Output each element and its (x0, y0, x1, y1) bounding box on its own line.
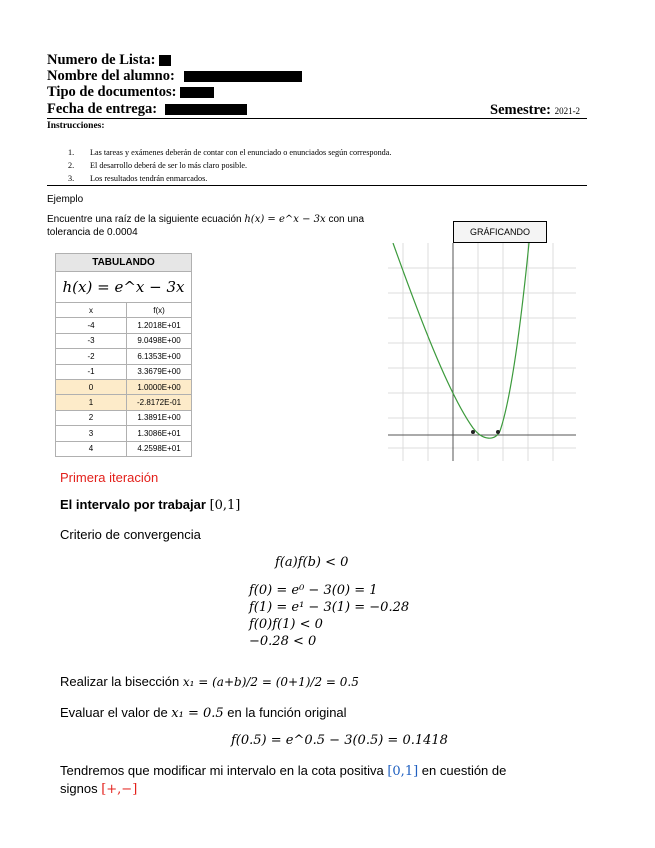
numero-lista-label: Numero de Lista: (47, 52, 156, 68)
interval-line: El intervalo por trabajar [0,1] (60, 497, 241, 513)
product-equation: f(0)f(1) < 0 (249, 617, 323, 632)
redacted-block (165, 104, 247, 115)
instructions-list (68, 146, 391, 185)
tipo-documentos-row (47, 84, 214, 101)
evaluation-block (249, 582, 409, 650)
tabulation-table (55, 253, 192, 457)
conclusion-interval: [0,1] (387, 764, 419, 779)
nombre-alumno-label: Nombre del alumno: (47, 68, 175, 84)
table-row: 4 4.2598E+01 (56, 441, 192, 456)
table-row-highlighted: 0 1.0000E+00 (56, 379, 192, 394)
redacted-block (184, 71, 302, 82)
column-header-fx: f(x) (127, 303, 192, 318)
ejemplo-statement: Encuentre una raíz de la siguiente ecuación h(x) = e^x − 3x con una tolerancia de 0.0004 (47, 214, 365, 238)
table-row: -4 1.2018E+01 (56, 318, 192, 333)
table-formula: h(x) = e^x − 3x (56, 272, 192, 303)
instrucciones-title: Instrucciones: (47, 121, 105, 131)
criterion-title: Criterio de convergencia (60, 527, 201, 542)
header-divider (47, 118, 587, 119)
fecha-entrega-label: Fecha de entrega: (47, 101, 158, 117)
f0-equation: f(0) = e⁰ − 3(0) = 1 (249, 583, 378, 598)
table-row-highlighted: 1 -2.8172E-01 (56, 395, 192, 410)
semestre-label: Semestre: (490, 102, 551, 118)
root-point (471, 430, 475, 434)
table-row: 2 1.3891E+00 (56, 410, 192, 425)
table-row: -2 6.1353E+00 (56, 349, 192, 364)
redacted-block (159, 55, 171, 66)
table-row: 3 1.3086E+01 (56, 426, 192, 441)
table-title: TABULANDO (56, 254, 192, 272)
fecha-entrega-row (47, 101, 247, 118)
semestre (490, 102, 580, 119)
numero-lista-row (47, 52, 171, 69)
signs: [+,−] (101, 782, 138, 797)
interval-value: [0,1] (209, 498, 241, 513)
iteration-title: Primera iteración (60, 470, 159, 485)
semestre-value: 2021-2 (554, 106, 581, 116)
bisection-equation: x₁ = (a+b)/2 = (0+1)/2 = 0.5 (182, 675, 359, 689)
equation-inline: h(x) = e^x − 3x (244, 214, 326, 225)
function-curve (393, 243, 529, 438)
f1-equation: f(1) = e¹ − 3(1) = −0.28 (249, 600, 410, 615)
evaluate-line: Evaluar el valor de x₁ = 0.5 en la función original (60, 705, 347, 721)
evaluate-variable: x₁ = 0.5 (171, 706, 224, 721)
criterion-equation: f(a)f(b) < 0 (275, 555, 349, 570)
graph-label-box: GRÁFICANDO (453, 221, 547, 243)
function-graph (388, 243, 576, 461)
redacted-block (180, 87, 214, 98)
product-value: −0.28 < 0 (249, 634, 317, 649)
ejemplo-title: Ejemplo (47, 194, 84, 205)
instructions-divider (47, 185, 587, 186)
list-item: 3. Los resultados tendrán enmarcados. (68, 174, 208, 183)
list-item: 1. Las tareas y exámenes deberán de contar con el enunciado o enunciados según corresponda. (68, 148, 392, 157)
column-header-x: x (56, 303, 127, 318)
list-item: 2. El desarrollo deberá de ser lo más claro posible. (68, 161, 248, 170)
table-row: -1 3.3679E+00 (56, 364, 192, 379)
root-point (496, 430, 500, 434)
nombre-alumno-row (47, 68, 302, 85)
conclusion: Tendremos que modificar mi intervalo en la cota positiva [0,1] en cuestión de signos [+,−] (60, 763, 507, 797)
table-row: -3 9.0498E+00 (56, 333, 192, 348)
tipo-documentos-label: Tipo de documentos: (47, 84, 177, 100)
graph-grid (388, 243, 576, 461)
bisection-line: Realizar la bisección x₁ = (a+b)/2 = (0+1)/2 = 0.5 (60, 674, 359, 689)
evaluation-equation: f(0.5) = e^0.5 − 3(0.5) = 0.1418 (231, 733, 448, 748)
